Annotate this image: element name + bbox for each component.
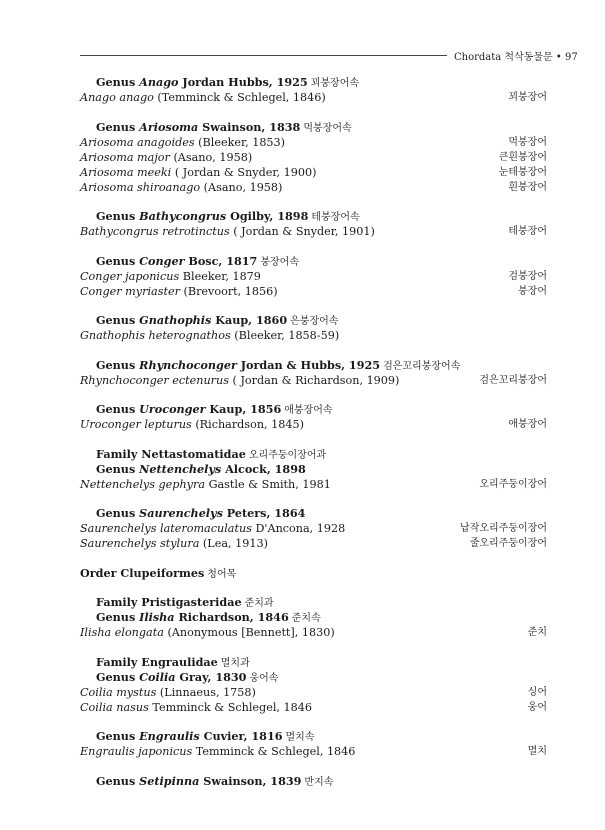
species-row — [80, 224, 547, 239]
genus-label: Genus — [96, 669, 140, 684]
spacer — [80, 388, 547, 403]
species-authority: ( Jordan & Snyder, 1901) — [229, 225, 375, 238]
species-authority: Bleeker, 1879 — [179, 269, 261, 283]
korean-taxon-name: 붕장어속 — [260, 256, 299, 268]
species-name: Ariosoma anagoides — [80, 135, 195, 149]
genus-heading — [80, 120, 547, 135]
species-row — [80, 284, 547, 299]
species-row — [80, 477, 547, 492]
genus-label: Genus — [96, 773, 140, 788]
korean-common-name: 붕장어 — [518, 285, 547, 297]
korean-taxon-name: 청어목 — [207, 568, 237, 580]
family-label: Family Pristigasteridae — [96, 595, 242, 609]
species-name: Ariosoma shiroanago — [80, 180, 201, 194]
genus-heading — [80, 610, 547, 625]
korean-taxon-name: 준치과 — [244, 598, 274, 609]
taxon-authority: Gray, 1830 — [175, 669, 247, 684]
korean-common-name: 줄오리주둥이장어 — [469, 538, 547, 549]
spacer — [80, 551, 547, 566]
genus-heading — [80, 358, 547, 373]
korean-taxon-name: 테붕장어속 — [311, 212, 360, 223]
species-name: Ariosoma major — [80, 150, 170, 164]
korean-common-name: 먹붕장어 — [508, 136, 547, 148]
order-heading — [80, 566, 547, 581]
korean-taxon-name: 꾀붕장어속 — [310, 78, 360, 89]
taxon-authority: Swainson, 1839 — [199, 773, 302, 788]
species-row — [80, 180, 547, 195]
species-name: Coilia mystus — [80, 685, 157, 699]
korean-common-name: 흰붕장어 — [508, 181, 547, 193]
korean-taxon-name: 반지속 — [304, 776, 334, 788]
spacer — [80, 640, 547, 655]
korean-common-name: 애붕장어 — [508, 419, 547, 430]
genus-label: Genus — [96, 253, 140, 268]
species-authority: (Lea, 1913) — [199, 537, 268, 550]
species-authority: (Bleeker, 1853) — [194, 135, 286, 149]
species-authority: Gastle & Smith, 1981 — [205, 477, 331, 491]
species-authority: (Anonymous [Bennett], 1830) — [163, 626, 335, 639]
korean-taxon-name: 오리주둥이장어과 — [248, 449, 327, 461]
taxon-authority: Swainson, 1838 — [198, 119, 301, 134]
spacer — [80, 432, 547, 447]
taxon-name: Gnathophis — [139, 313, 212, 327]
species-row — [80, 417, 547, 432]
family-heading — [80, 447, 547, 462]
korean-common-name: 검은꼬리붕장어 — [479, 374, 547, 386]
genus-label: Genus — [96, 506, 140, 520]
genus-label: Genus — [96, 209, 140, 223]
species-name: Conger myriaster — [80, 284, 180, 298]
taxon-name: Bathycongrus — [139, 209, 227, 223]
species-name: Bathycongrus retrotinctus — [80, 225, 230, 238]
genus-label: Genus — [96, 313, 140, 327]
korean-common-name: 납작오리주둥이장어 — [460, 523, 547, 534]
genus-label: Genus — [96, 75, 140, 89]
running-header: Chordata 척삭동물문 • 97 — [454, 52, 578, 63]
korean-common-name: 테붕장어 — [508, 226, 547, 237]
species-row — [80, 90, 547, 105]
species-authority: (Temminck & Schlegel, 1846) — [153, 91, 326, 104]
taxon-name: Coilia — [139, 669, 176, 684]
species-name: Coilia nasus — [80, 700, 149, 714]
species-row — [80, 373, 547, 388]
genus-label: Genus — [96, 119, 140, 134]
taxon-name: Conger — [139, 253, 185, 268]
korean-common-name: 검붕장어 — [508, 270, 547, 282]
species-name: Uroconger lepturus — [80, 418, 192, 431]
taxon-name: Engraulis — [139, 729, 200, 743]
korean-taxon-name: 멸치과 — [220, 657, 250, 669]
korean-taxon-name: 멸치속 — [285, 732, 315, 743]
taxonomy-list — [80, 75, 547, 789]
species-authority: (Asano, 1958) — [169, 150, 253, 164]
species-name: Rhynchoconger ectenurus — [80, 373, 229, 387]
korean-taxon-name: 애붕장어속 — [284, 405, 333, 416]
korean-common-name: 준치 — [527, 627, 547, 638]
species-name: Nettenchelys gephyra — [80, 477, 206, 491]
species-authority: Temminck & Schlegel, 1846 — [148, 700, 312, 714]
spacer — [80, 492, 547, 507]
species-row — [80, 744, 547, 759]
species-row — [80, 135, 547, 150]
genus-label: Genus — [96, 357, 140, 372]
taxon-name: Ilisha — [139, 610, 175, 624]
family-heading — [80, 595, 547, 610]
taxon-authority: Ogilby, 1898 — [226, 209, 309, 223]
genus-heading — [80, 313, 547, 328]
korean-taxon-name: 검은꼬리붕장어속 — [383, 360, 461, 372]
species-authority: ( Jordan & Snyder, 1900) — [171, 165, 317, 179]
taxon-name: Uroconger — [139, 402, 206, 416]
spacer — [80, 715, 547, 730]
korean-taxon-name: 은붕장어속 — [290, 316, 339, 327]
species-authority: (Asano, 1958) — [200, 180, 283, 194]
genus-heading — [80, 254, 547, 269]
species-row — [80, 625, 547, 640]
species-name: Ilisha elongata — [80, 626, 164, 639]
taxon-authority: Kaup, 1856 — [205, 402, 282, 416]
species-name: Ariosoma meeki — [80, 165, 172, 179]
spacer — [80, 759, 547, 774]
species-name: Anago anago — [80, 91, 154, 104]
taxon-authority: Alcock, 1898 — [221, 461, 306, 476]
genus-heading — [80, 506, 547, 521]
species-name: Gnathophis heterognathos — [80, 329, 231, 342]
family-label: Family Engraulidae — [96, 654, 218, 669]
taxon-authority: Jordan & Hubbs, 1925 — [236, 357, 381, 372]
spacer — [80, 239, 547, 254]
genus-label: Genus — [96, 402, 140, 416]
genus-heading — [80, 462, 547, 477]
species-authority: (Bleeker, 1858-59) — [230, 329, 340, 342]
species-row — [80, 269, 547, 284]
species-name: Conger japonicus — [80, 269, 180, 283]
taxon-name: Anago — [139, 75, 179, 89]
korean-taxon-name: 먹붕장어속 — [303, 122, 352, 134]
species-row — [80, 165, 547, 180]
korean-common-name: 꾀붕장어 — [508, 92, 547, 103]
taxon-authority: Peters, 1864 — [222, 506, 306, 520]
species-row — [80, 150, 547, 165]
korean-common-name: 멸치 — [527, 746, 547, 757]
korean-common-name: 웅어 — [527, 701, 547, 713]
genus-heading — [80, 774, 547, 789]
species-row — [80, 700, 547, 715]
species-row — [80, 685, 547, 700]
taxon-authority: Kaup, 1860 — [211, 313, 288, 327]
taxon-authority: Jordan Hubbs, 1925 — [178, 75, 308, 89]
species-authority: Temminck & Schlegel, 1846 — [192, 745, 356, 758]
korean-common-name: 싱어 — [527, 686, 547, 698]
order-label: Order Clupeiformes — [80, 565, 205, 580]
species-authority: ( Jordan & Richardson, 1909) — [228, 373, 400, 387]
family-heading — [80, 655, 547, 670]
genus-heading — [80, 402, 547, 417]
genus-heading — [80, 670, 547, 685]
genus-heading — [80, 209, 547, 224]
spacer — [80, 195, 547, 210]
genus-label: Genus — [96, 729, 140, 743]
species-row — [80, 328, 547, 343]
taxon-authority: Bosc, 1817 — [184, 253, 258, 268]
spacer — [80, 299, 547, 314]
taxon-name: Setipinna — [139, 773, 200, 788]
genus-label: Genus — [96, 610, 140, 624]
taxon-name: Nettenchelys — [139, 461, 222, 476]
species-name: Engraulis japonicus — [80, 745, 193, 758]
taxon-authority: Richardson, 1846 — [174, 610, 289, 624]
species-authority: (Linnaeus, 1758) — [156, 685, 256, 699]
species-authority: (Brevoort, 1856) — [179, 284, 278, 298]
species-name: Saurenchelys stylura — [80, 537, 200, 550]
korean-common-name: 눈테붕장어 — [498, 166, 547, 178]
genus-label: Genus — [96, 461, 140, 476]
taxon-name: Rhynchoconger — [139, 357, 237, 372]
species-row — [80, 521, 547, 536]
korean-taxon-name: 준치속 — [291, 613, 321, 624]
korean-taxon-name: 웅어속 — [249, 672, 279, 684]
taxon-authority: Cuvier, 1816 — [199, 729, 283, 743]
spacer — [80, 105, 547, 120]
species-name: Saurenchelys lateromaculatus — [80, 522, 252, 535]
species-authority: D'Ancona, 1928 — [251, 522, 346, 535]
spacer — [80, 343, 547, 358]
spacer — [80, 581, 547, 596]
korean-common-name: 큰흰붕장어 — [498, 151, 547, 163]
genus-heading — [80, 729, 547, 744]
species-authority: (Richardson, 1845) — [191, 418, 304, 431]
family-label: Family Nettastomatidae — [96, 446, 246, 461]
genus-heading — [80, 75, 547, 90]
species-row — [80, 536, 547, 551]
header-rule — [80, 55, 447, 56]
korean-common-name: 오리주둥이장어 — [479, 478, 547, 490]
taxon-name: Ariosoma — [139, 119, 199, 134]
taxon-name: Saurenchelys — [139, 506, 223, 520]
